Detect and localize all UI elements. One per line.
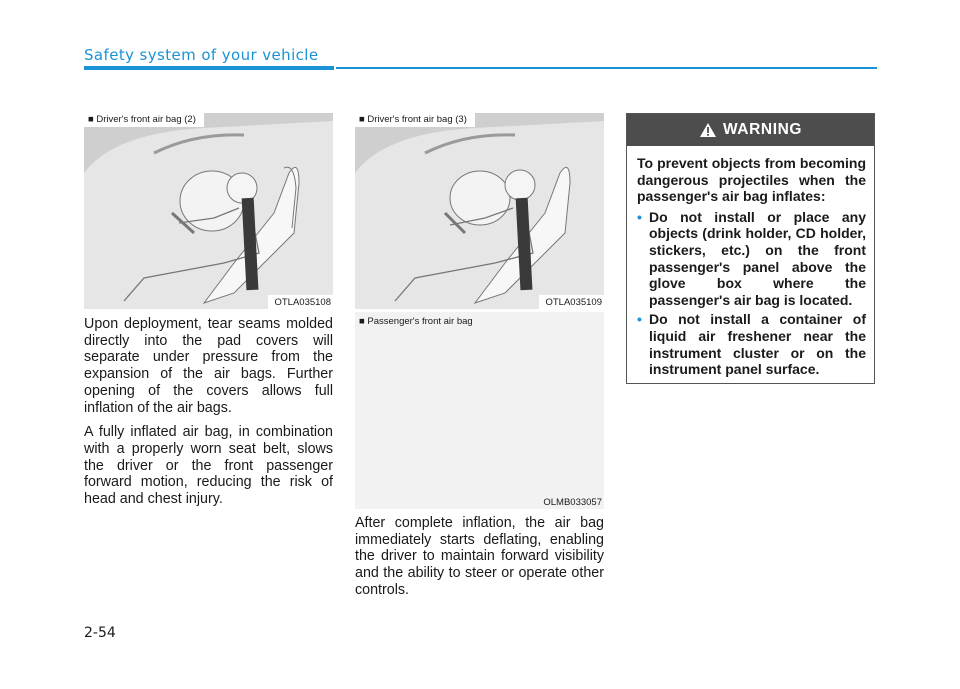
- middle-column-text: [355, 515, 604, 607]
- warning-item: [637, 311, 866, 377]
- warning-box: [626, 113, 875, 384]
- warning-item: [637, 209, 866, 309]
- warning-item-text: Do not install or place any objects (drink holder, CD holder, stickers, etc.) on the front passenger's panel above the glove box where the passenger's air bag is located.: [649, 208, 866, 308]
- figure-code: OTLA035108: [268, 295, 333, 309]
- warning-triangle-icon: [699, 122, 717, 138]
- warning-header: [627, 114, 874, 146]
- bullet-icon: •: [637, 311, 642, 328]
- paragraph: A fully inflated air bag, in combination with a properly worn seat belt, slows the driver or the front passenger forward motion, reducing the risk of head and chest injury.: [84, 424, 333, 508]
- figure-driver-airbag-3: [355, 113, 604, 309]
- warning-item-text: Do not install a container of liquid air freshener near the instrument cluster or on the instrument panel surface.: [649, 311, 866, 378]
- figure-code: OTLA035109: [539, 295, 604, 309]
- paragraph: Upon deployment, tear seams molded directly into the pad covers will separate under pressure from the expansion of the air bags. Further opening of the covers allows full inflation of the air bags.: [84, 316, 333, 416]
- header-rule: [336, 67, 877, 69]
- figure-caption: ■ Driver's front air bag (3): [355, 113, 475, 127]
- driver-airbag-illustration: [84, 113, 333, 309]
- warning-title: WARNING: [722, 121, 803, 138]
- page-number: 2-54: [84, 625, 116, 641]
- bullet-icon: •: [637, 208, 642, 225]
- figure-caption: ■ Driver's front air bag (2): [84, 113, 204, 127]
- paragraph: After complete inflation, the air bag immediately starts deflating, enabling the driver to maintain forward visibility and the ability to steer or operate other controls.: [355, 515, 604, 598]
- driver-airbag-deflating-illustration: [355, 113, 604, 309]
- left-column-text: [84, 316, 333, 516]
- figure-code: OLMB033057: [543, 497, 602, 508]
- warning-intro: To prevent objects from becoming dangerous projectiles when the passenger's air bag inflates:: [637, 155, 866, 205]
- figure-caption: ■ Passenger's front air bag: [359, 316, 473, 327]
- figure-passenger-airbag: [355, 312, 604, 509]
- warning-list: [637, 209, 866, 378]
- warning-body: [627, 146, 874, 378]
- figure-driver-airbag-2: [84, 113, 333, 309]
- section-title-bar: [84, 66, 334, 70]
- section-title: Safety system of your vehicle: [84, 46, 319, 64]
